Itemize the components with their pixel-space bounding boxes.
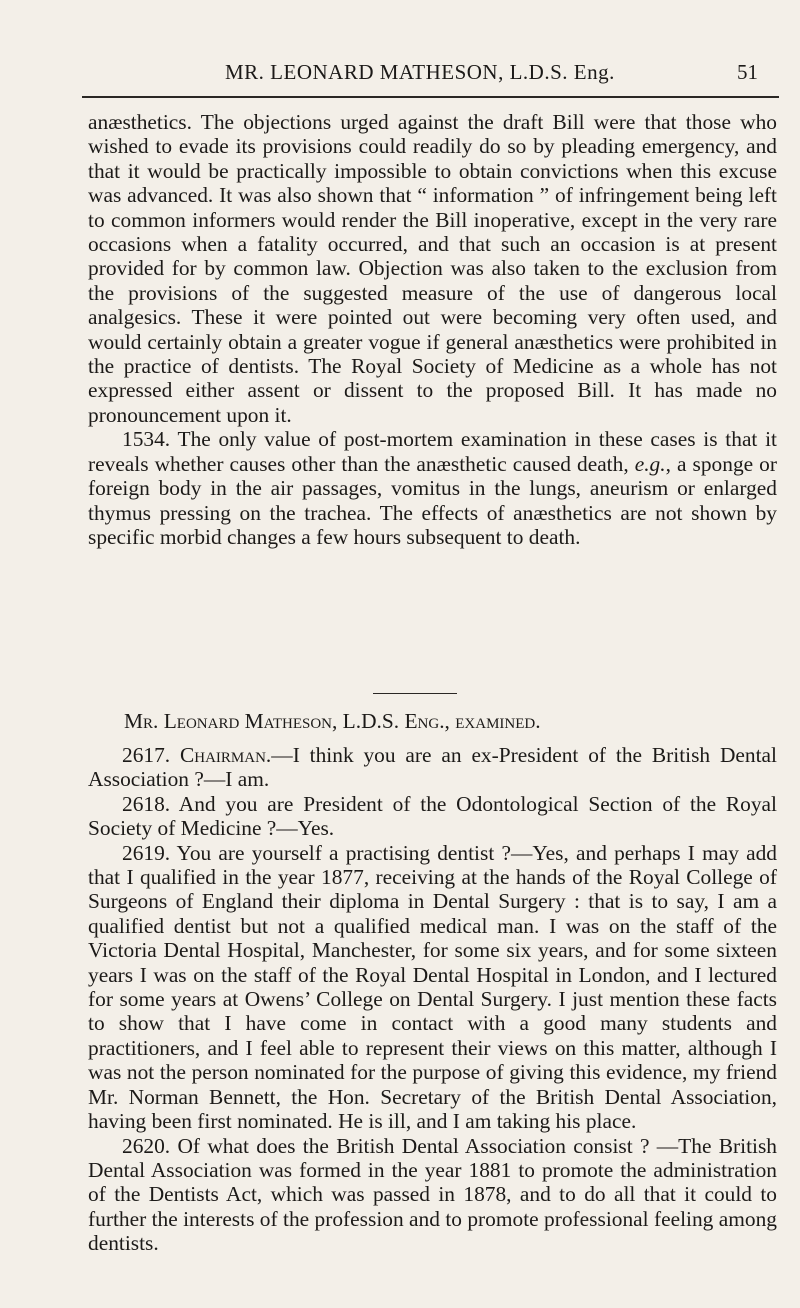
paragraph-number: 2618. [122,791,171,816]
section-divider [373,693,457,694]
speaker-label: Chairman. [180,743,272,767]
paragraph-text: —I think you are an ex-President of the British Dental Association ?—I am. [88,743,777,792]
paragraph-number: 2617. [122,743,171,767]
abbreviation: e.g. [634,451,666,476]
paragraph-text: , a sponge or foreign body in the air passages, vomitus in the lungs, aneurism or enlarged thymus pressing on the trachea. The effects of anæsthetics are not shown by specific morbid changes a few hours subsequent to death. [88,451,777,549]
paragraph-number: 1534. [122,427,171,452]
paragraph [88,1134,777,1256]
paragraph [88,427,777,549]
paragraph-number: 2620. [122,1133,171,1158]
paragraph [88,743,777,792]
paragraph-text: anæsthetics. The objections urged against the draft Bill were that those who wished to evade its provisions could readily do so by pleading emergency, and that it would be practically impossible to obtain convictions when this excuse was advanced. It was also shown that “ information ” of infringement being left to common informers would render the Bill inoperative, except in the very rare occasions when a fatality occurred, and that such an occasion is at present provided for by common law. Objection was also taken to the exclusion from the provisions of the suggested measure of the use of dangerous local analgesics. These it were pointed out were becoming very often used, and would certainly obtain a greater vogue if general anæsthetics were prohibited in the practice of dentists. The Royal Society of Medicine as a whole has not expressed either assent or dissent to the proposed Bill. It has made no pronouncement upon it. [88,110,777,427]
paragraph [88,792,777,841]
paragraph-text: Of what does the British Dental Association consist ? —The British Dental Association was formed in the year 1881 to promote the administration of the Dentists Act, which was passed in 1878, and to do all that it could to further the interests of the profession and to promote professional feeling among dentists. [88,1133,777,1256]
witness-heading: Mr. Leonard Matheson, L.D.S. Eng., examined. [124,709,541,733]
header-rule [82,96,779,98]
paragraph [88,110,777,427]
paragraph-text: The only value of post-mortem examination in these cases is that it reveals whether causes other than the anæsthetic caused death, [88,427,777,476]
page-number: 51 [737,60,758,84]
paragraph-number: 2619. [122,840,171,865]
text-block-bottom [88,743,777,1256]
text-block-top [88,110,777,549]
paragraph-text: And you are President of the Odontological Section of the Royal Society of Medicine ?—Yes. [88,791,777,841]
running-head: MR. LEONARD MATHESON, L.D.S. Eng. [225,60,615,84]
paragraph-text: You are yourself a practising dentist ?—Yes, and perhaps I may add that I qualified in the year 1877, receiving at the hands of the Royal College of Surgeons of England their diploma in Dental Surgery : that is to say, I am a qualified dentist but not a qualified medical man. I was on the staff of the Victoria Dental Hospital, Manchester, for some six years, and for some sixteen years I was on the staff of the Royal Dental Hospital in London, and I lectured for some years at Owens’ College on Dental Surgery. I just mention these facts to show that I have come in contact with a good many students and practitioners, and I feel able to represent their views on this matter, although I was not the person nominated for the purpose of giving this evidence, my friend Mr. Norman Bennett, the Hon. Secretary of the British Dental Association, having been first nominated. He is ill, and I am taking his place. [88,840,777,1134]
paragraph [88,841,777,1134]
